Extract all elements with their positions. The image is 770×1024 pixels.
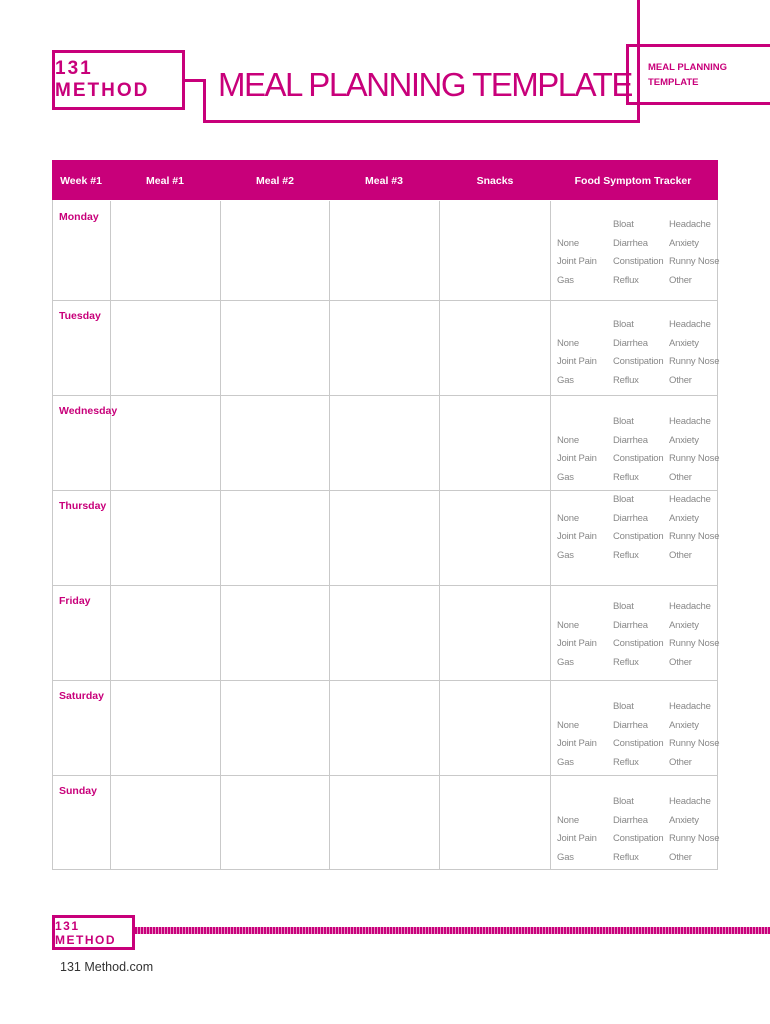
symptom-option[interactable]: Joint Pain <box>557 738 597 749</box>
symptom-option[interactable]: Diarrhea <box>613 619 648 631</box>
symptom-option[interactable]: Anxiety <box>669 237 699 249</box>
symptom-option[interactable]: Reflux <box>613 656 639 668</box>
symptom-option[interactable]: Diarrhea <box>613 337 648 349</box>
symptom-option[interactable]: Reflux <box>613 471 639 483</box>
column-header-meal-1: Meal #1 <box>146 175 184 187</box>
day-label-friday: Friday <box>59 595 91 607</box>
symptom-option[interactable]: Headache <box>669 796 711 807</box>
row-divider <box>53 680 717 681</box>
symptom-option[interactable]: Bloat <box>613 494 634 505</box>
footer-url: 131 Method.com <box>60 960 154 974</box>
corner-line-top <box>626 44 770 47</box>
symptom-option[interactable]: Other <box>669 549 692 561</box>
symptom-option[interactable]: Joint Pain <box>557 256 597 267</box>
symptom-option[interactable]: Reflux <box>613 549 639 561</box>
symptom-option[interactable]: Other <box>669 274 692 286</box>
row-divider <box>53 585 717 586</box>
symptom-option[interactable]: Constipation <box>613 738 664 749</box>
symptom-option[interactable]: Diarrhea <box>613 237 648 249</box>
column-divider <box>329 201 330 869</box>
symptom-option[interactable]: Bloat <box>613 601 634 612</box>
symptom-option[interactable]: Runny Nose <box>669 356 720 367</box>
column-header-week: Week #1 <box>60 175 102 187</box>
symptom-option[interactable]: Bloat <box>613 219 634 230</box>
day-label-wednesday: Wednesday <box>59 405 118 417</box>
symptom-option[interactable]: None <box>557 337 579 349</box>
symptom-option[interactable]: Gas <box>557 274 574 286</box>
symptom-option[interactable]: Other <box>669 756 692 768</box>
symptom-option[interactable]: Reflux <box>613 374 639 386</box>
row-divider <box>53 300 717 301</box>
symptom-option[interactable]: Constipation <box>613 256 664 267</box>
symptom-option[interactable]: None <box>557 719 579 731</box>
corner-label-line-1: MEAL PLANNING <box>648 62 727 73</box>
symptom-option[interactable]: Gas <box>557 851 574 863</box>
corner-label-line-2: TEMPLATE <box>648 77 699 88</box>
symptom-option[interactable]: Other <box>669 851 692 863</box>
symptom-option[interactable]: Constipation <box>613 531 664 542</box>
column-divider <box>220 201 221 869</box>
day-label-saturday: Saturday <box>59 690 104 702</box>
symptom-option[interactable]: None <box>557 619 579 631</box>
symptom-option[interactable]: Constipation <box>613 356 664 367</box>
corner-label <box>648 60 758 90</box>
symptom-option[interactable]: None <box>557 512 579 524</box>
symptom-option[interactable]: Diarrhea <box>613 814 648 826</box>
symptom-option[interactable]: Headache <box>669 601 711 612</box>
symptom-option[interactable]: Bloat <box>613 319 634 330</box>
symptom-option[interactable]: Headache <box>669 319 711 330</box>
symptom-option[interactable]: Reflux <box>613 274 639 286</box>
symptom-option[interactable]: Constipation <box>613 833 664 844</box>
brand-logo: 131 METHOD <box>52 50 185 110</box>
row-divider <box>53 490 717 491</box>
page-title: MEAL PLANNING TEMPLATE <box>218 66 632 103</box>
day-label-thursday: Thursday <box>59 500 107 512</box>
symptom-option[interactable]: None <box>557 237 579 249</box>
symptom-option[interactable]: Runny Nose <box>669 833 720 844</box>
symptom-option[interactable]: Bloat <box>613 416 634 427</box>
column-divider <box>439 201 440 869</box>
symptom-option[interactable]: Other <box>669 471 692 483</box>
symptom-option[interactable]: Constipation <box>613 453 664 464</box>
symptom-option[interactable]: Gas <box>557 756 574 768</box>
symptom-option[interactable]: Headache <box>669 494 711 505</box>
symptom-option[interactable]: Other <box>669 374 692 386</box>
column-header-snacks: Snacks <box>476 175 514 187</box>
column-header-symptom-tracker: Food Symptom Tracker <box>574 175 692 187</box>
symptom-option[interactable]: Constipation <box>613 638 664 649</box>
symptom-option[interactable]: Runny Nose <box>669 256 720 267</box>
symptom-option[interactable]: Reflux <box>613 851 639 863</box>
column-divider <box>110 201 111 869</box>
symptom-option[interactable]: Diarrhea <box>613 512 648 524</box>
symptom-option[interactable]: Runny Nose <box>669 738 720 749</box>
symptom-option[interactable]: Joint Pain <box>557 833 597 844</box>
symptom-option[interactable]: Gas <box>557 374 574 386</box>
row-divider <box>53 395 717 396</box>
footer-logo: 131 METHOD <box>52 915 135 950</box>
symptom-option[interactable]: Anxiety <box>669 512 699 524</box>
column-header-meal-2: Meal #2 <box>256 175 294 187</box>
day-label-sunday: Sunday <box>59 785 97 797</box>
symptom-option[interactable]: Gas <box>557 471 574 483</box>
corner-line-bottom <box>626 102 770 105</box>
day-label-monday: Monday <box>59 211 99 223</box>
symptom-option[interactable]: Other <box>669 656 692 668</box>
symptom-option[interactable]: Bloat <box>613 796 634 807</box>
footer-stripe <box>135 927 770 934</box>
symptom-option[interactable]: Anxiety <box>669 434 699 446</box>
symptom-option[interactable]: Anxiety <box>669 814 699 826</box>
symptom-option[interactable]: None <box>557 434 579 446</box>
symptom-option[interactable]: Joint Pain <box>557 531 597 542</box>
symptom-option[interactable]: Anxiety <box>669 619 699 631</box>
symptom-option[interactable]: Runny Nose <box>669 531 720 542</box>
symptom-option[interactable]: Runny Nose <box>669 453 720 464</box>
row-divider <box>53 775 717 776</box>
symptom-option[interactable]: Joint Pain <box>557 638 597 649</box>
symptom-option[interactable]: Joint Pain <box>557 356 597 367</box>
header-line-left <box>203 79 206 123</box>
table-header <box>52 160 718 200</box>
column-divider <box>550 201 551 869</box>
symptom-option[interactable]: Diarrhea <box>613 434 648 446</box>
column-header-meal-3: Meal #3 <box>365 175 403 187</box>
symptom-option[interactable]: Diarrhea <box>613 719 648 731</box>
symptom-option[interactable]: Joint Pain <box>557 453 597 464</box>
symptom-option[interactable]: Headache <box>669 416 711 427</box>
day-label-tuesday: Tuesday <box>59 310 101 322</box>
symptom-option[interactable]: Anxiety <box>669 719 699 731</box>
symptom-option[interactable]: Headache <box>669 219 711 230</box>
meal-plan-table <box>52 160 718 870</box>
symptom-option[interactable]: Anxiety <box>669 337 699 349</box>
symptom-option[interactable]: None <box>557 814 579 826</box>
symptom-option[interactable]: Headache <box>669 701 711 712</box>
symptom-option[interactable]: Gas <box>557 656 574 668</box>
symptom-option[interactable]: Runny Nose <box>669 638 720 649</box>
header-line-top <box>185 79 205 82</box>
header-line-bottom <box>203 120 640 123</box>
symptom-option[interactable]: Gas <box>557 549 574 561</box>
symptom-option[interactable]: Bloat <box>613 701 634 712</box>
symptom-option[interactable]: Reflux <box>613 756 639 768</box>
